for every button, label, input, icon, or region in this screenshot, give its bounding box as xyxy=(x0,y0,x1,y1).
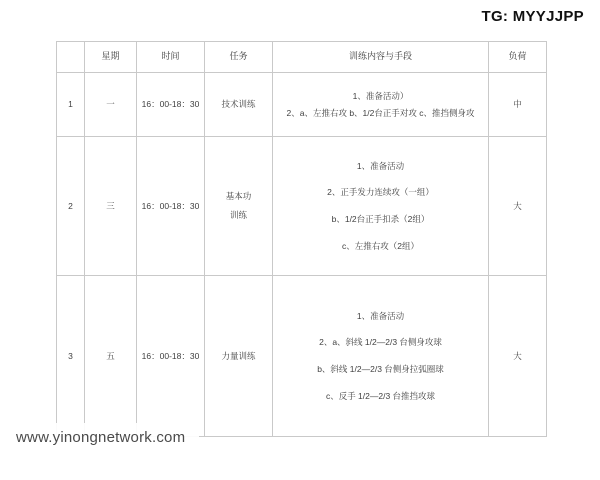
cell-content xyxy=(273,73,489,137)
content-line: b、斜线 1/2—2/3 台侧身拉弧圈球 xyxy=(317,364,444,374)
cell-no: 3 xyxy=(57,276,85,437)
content-line: b、1/2台正手扣杀（2组） xyxy=(331,214,430,224)
task-line: 力量训练 xyxy=(221,350,256,361)
cell-time: 16：00-18：30 xyxy=(137,73,205,137)
cell-no: 2 xyxy=(57,137,85,276)
content-line: c、反手 1/2—2/3 台推挡攻球 xyxy=(325,390,436,401)
content-line: 2、a、斜线 1/2—2/3 台侧身攻球 xyxy=(319,337,442,348)
tg-watermark-badge: TG: MYYJJPP xyxy=(472,5,595,29)
site-watermark: www.yinongnetwork.com xyxy=(0,423,199,452)
header-weekday: 星期 xyxy=(85,42,137,73)
cell-weekday: 一 xyxy=(85,73,137,137)
training-schedule-table xyxy=(56,41,547,437)
header-content: 训练内容与手段 xyxy=(273,42,489,73)
table-row xyxy=(57,137,547,276)
cell-load: 中 xyxy=(489,73,547,137)
content-line: 2、正手发力连续攻（一组） xyxy=(327,187,434,198)
table-row xyxy=(57,73,547,137)
content-line: 2、a、左推右攻 b、1/2台正手对攻 c、推挡侧身攻 xyxy=(286,107,475,118)
content-line: 1、准备活动） xyxy=(352,90,409,101)
header-no xyxy=(57,42,85,73)
cell-content xyxy=(273,276,489,437)
content-line: 1、准备活动 xyxy=(356,310,405,321)
cell-no: 1 xyxy=(57,73,85,137)
header-task: 任务 xyxy=(205,42,273,73)
cell-weekday: 三 xyxy=(85,137,137,276)
cell-task xyxy=(205,137,273,276)
cell-time: 16：00-18：30 xyxy=(137,137,205,276)
cell-task xyxy=(205,73,273,137)
header-load: 负荷 xyxy=(489,42,547,73)
cell-time: 16：00-18：30 xyxy=(137,276,205,437)
content-line: c、左推右攻（2组） xyxy=(342,240,419,251)
cell-weekday: 五 xyxy=(85,276,137,437)
cell-content xyxy=(273,137,489,276)
cell-load: 大 xyxy=(489,276,547,437)
header-time: 时间 xyxy=(137,42,205,73)
task-line: 技术训练 xyxy=(221,99,256,110)
cell-load: 大 xyxy=(489,137,547,276)
content-line: 1、准备活动 xyxy=(356,160,405,171)
task-line: 基本功 xyxy=(225,191,252,202)
cell-task xyxy=(205,276,273,437)
task-line: 训练 xyxy=(229,210,247,220)
table-header-row xyxy=(57,42,547,73)
table-row xyxy=(57,276,547,437)
